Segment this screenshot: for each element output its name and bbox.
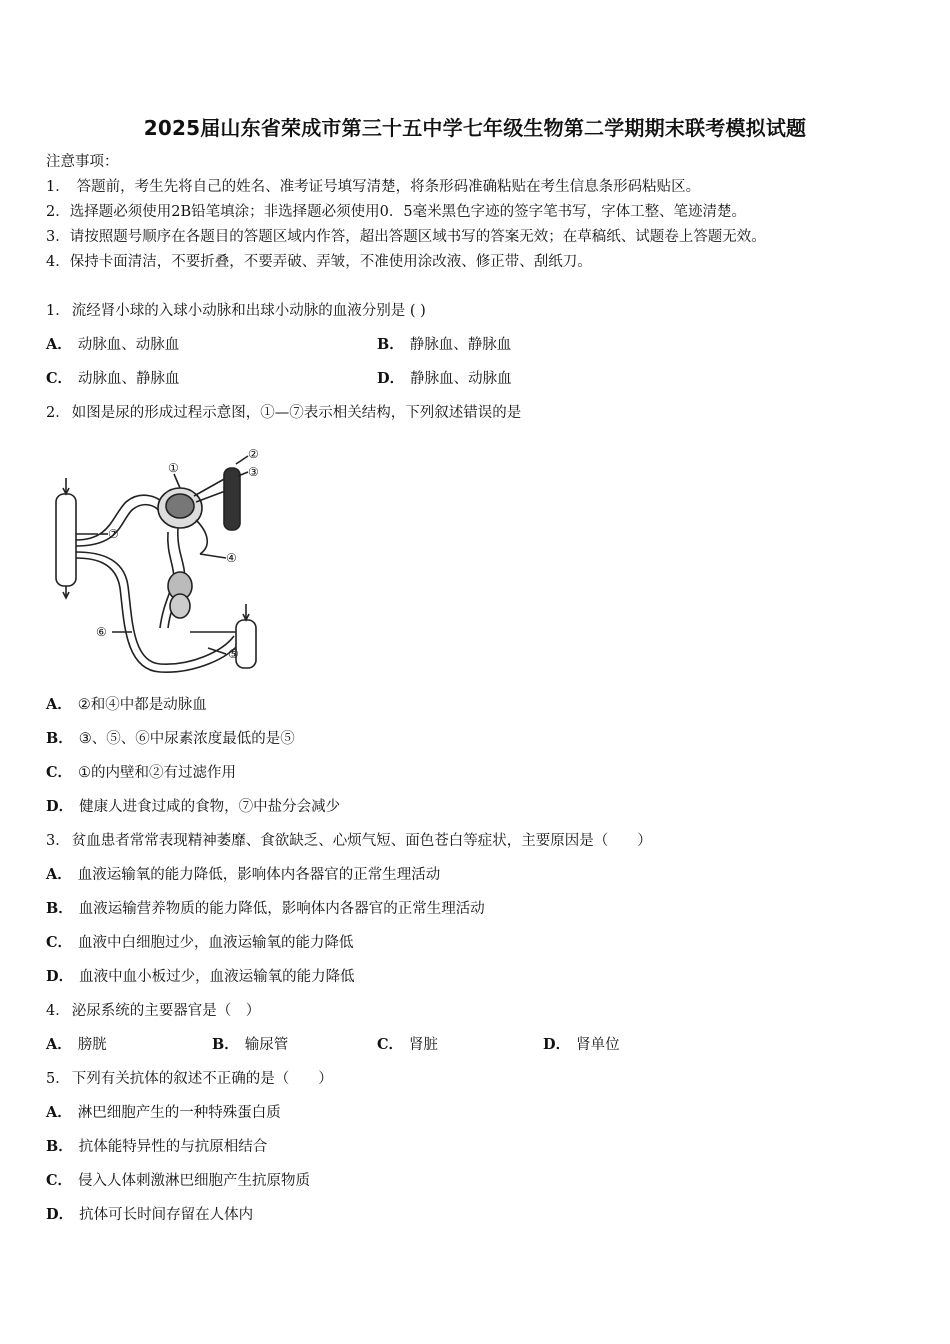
- note-item: 4．保持卡面清洁，不要折叠，不要弄破、弄皱，不准使用涂改液、修正带、刮纸刀。: [46, 254, 592, 270]
- q2-option-c[interactable]: C． ①的内壁和②有过滤作用: [46, 764, 237, 781]
- q1-option-a[interactable]: A． 动脉血、动脉血: [46, 336, 180, 353]
- q3-option-a[interactable]: A． 血液运输氧的能力降低，影响体内各器官的正常生理活动: [46, 866, 441, 883]
- q5-option-c[interactable]: C． 侵入人体刺激淋巴细胞产生抗原物质: [46, 1172, 311, 1189]
- q4-option-a[interactable]: A． 膀胱: [46, 1036, 107, 1053]
- diagram-label-5: ⑤: [228, 647, 239, 661]
- q2-option-b[interactable]: B． ③、⑤、⑥中尿素浓度最低的是⑤: [46, 730, 295, 747]
- urine-formation-diagram: [40, 436, 280, 686]
- note-item: 3．请按照题号顺序在各题目的答题区域内作答，超出答题区域书写的答案无效；在草稿纸、试题卷上答题无效。: [46, 229, 766, 245]
- question-2-stem: 2． 如图是尿的形成过程示意图，①—⑦表示相关结构，下列叙述错误的是: [46, 405, 522, 421]
- q4-option-c[interactable]: C． 肾脏: [377, 1036, 439, 1053]
- q4-option-d[interactable]: D． 肾单位: [543, 1036, 620, 1053]
- q4-option-b[interactable]: B． 输尿管: [212, 1036, 289, 1053]
- diagram-label-1: ①: [168, 461, 179, 475]
- notes-heading: 注意事项：: [46, 154, 119, 170]
- note-item: 2．选择题必须使用2B铅笔填涂；非选择题必须使用0．5毫米黑色字迹的签字笔书写，字体工整、笔迹清楚。: [46, 204, 747, 220]
- note-item: 1． 答题前，考生先将自己的姓名、准考证号填写清楚，将条形码准确粘贴在考生信息条形码粘贴区。: [46, 179, 701, 195]
- page-title: 2025届山东省荣成市第三十五中学七年级生物第二学期期末联考模拟试题: [143, 116, 807, 140]
- q5-option-b[interactable]: B． 抗体能特异性的与抗原相结合: [46, 1138, 268, 1155]
- q3-option-b[interactable]: B． 血液运输营养物质的能力降低，影响体内各器官的正常生理活动: [46, 900, 485, 917]
- question-3-stem: 3． 贫血患者常常表现精神萎靡、食欲缺乏、心烦气短、面色苍白等症状，主要原因是（ ）: [46, 833, 652, 849]
- diagram-label-4: ④: [226, 551, 237, 565]
- q1-option-c[interactable]: C． 动脉血、静脉血: [46, 370, 180, 387]
- question-5-stem: 5． 下列有关抗体的叙述不正确的是（ ）: [46, 1071, 333, 1087]
- diagram-label-3: ③: [248, 465, 259, 479]
- q5-option-d[interactable]: D． 抗体可长时间存留在人体内: [46, 1206, 254, 1223]
- diagram-label-2: ②: [248, 447, 259, 461]
- q3-option-d[interactable]: D． 血液中血小板过少，血液运输氧的能力降低: [46, 968, 355, 985]
- diagram-label-6: ⑥: [96, 625, 107, 639]
- q2-option-a[interactable]: A． ②和④中都是动脉血: [46, 696, 207, 713]
- question-1-stem: 1． 流经肾小球的入球小动脉和出球小动脉的血液分别是 ( ): [46, 303, 426, 319]
- q3-option-c[interactable]: C． 血液中白细胞过少，血液运输氧的能力降低: [46, 934, 354, 951]
- q1-option-b[interactable]: B． 静脉血、静脉血: [377, 336, 512, 353]
- question-4-stem: 4． 泌尿系统的主要器官是（ ）: [46, 1003, 261, 1019]
- q2-option-d[interactable]: D． 健康人进食过咸的食物，⑦中盐分会减少: [46, 798, 341, 815]
- q5-option-a[interactable]: A． 淋巴细胞产生的一种特殊蛋白质: [46, 1104, 281, 1121]
- q1-option-d[interactable]: D． 静脉血、动脉血: [377, 370, 512, 387]
- diagram-label-7: ⑦: [108, 527, 119, 541]
